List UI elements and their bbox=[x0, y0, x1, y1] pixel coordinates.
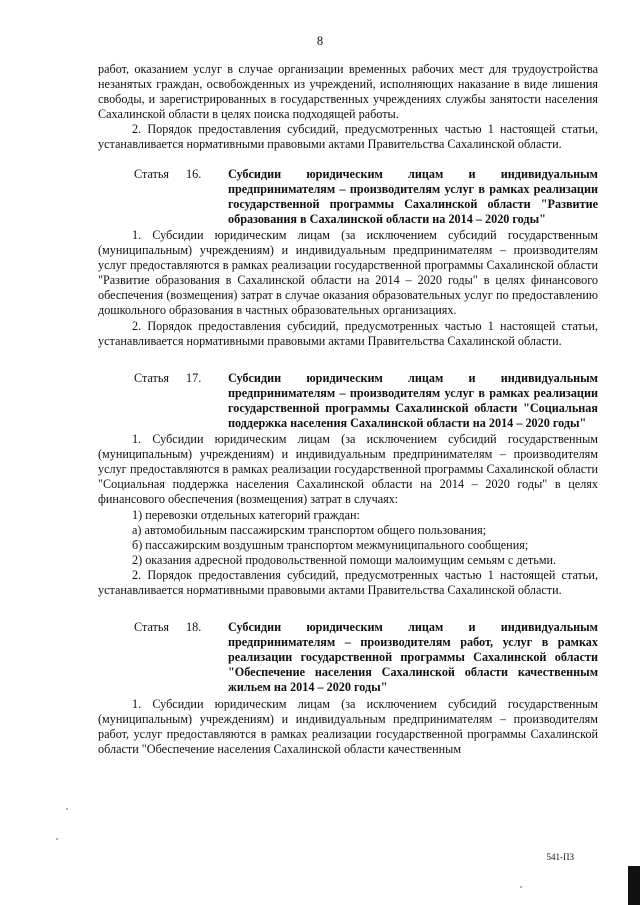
scan-speck bbox=[56, 838, 58, 840]
article-word: Статья bbox=[134, 370, 170, 385]
article-18-heading bbox=[98, 620, 598, 695]
article-16-paragraph-2: 2. Порядок предоставления субсидий, предусмотренных частью 1 настоящей статьи, устанавливается нормативными правовыми актами Правительства Сахалинской области. bbox=[98, 318, 598, 348]
list-item: 2) оказания адресной продовольственной помощи малоимущим семьям с детьми. bbox=[132, 552, 557, 567]
page-number: 8 bbox=[316, 34, 324, 48]
article-16-heading bbox=[98, 167, 598, 227]
list-item: б) пассажирским воздушным транспортом межмуниципального сообщения; bbox=[132, 537, 529, 552]
list-item: 1) перевозки отдельных категорий граждан: bbox=[132, 507, 360, 522]
article-word: Статья bbox=[134, 166, 170, 181]
article-number: 17. bbox=[186, 370, 202, 385]
article-17-paragraph-1: 1. Субсидии юридическим лицам (за исключением субсидий государственным (муниципальным) учреждениям) и индивидуальным предпринимателям – производителям услуг предоставляются в рамках реализации государственной программы Сахалинской области "Социальная поддержка населения Сахалинской области на 2014 – 2020 годы" в целях финансового обеспечения (возмещения) затрат в случаях: bbox=[98, 432, 598, 507]
scan-speck bbox=[520, 886, 522, 888]
article-number: 18. bbox=[186, 620, 202, 635]
article-title: Субсидии юридическим лицам и индивидуальным предпринимателям – производителям услуг в рамках реализации государственной программы Сахалинской области "Социальная поддержка населения Сахалинской области на 2014 – 2020 годы" bbox=[228, 370, 598, 430]
article-title: Субсидии юридическим лицам и индивидуальным предпринимателям – производителям работ, услуг в рамках реализации государственной программы Сахалинской области "Обеспечение населения Сахалинской области качественным жильем на 2014 – 2020 годы" bbox=[228, 620, 598, 695]
document-body bbox=[98, 62, 598, 757]
document-code: 541-ПЗ bbox=[546, 852, 574, 862]
intro-paragraph-1: работ, оказанием услуг в случае организации временных рабочих мест для трудоустройства незанятых граждан, освобожденных из учреждений, исполняющих наказание в виде лишения свободы, и зарегистрированных в государственных учреждениях службы занятости населения Сахалинской области в целях поиска подходящей работы. bbox=[98, 62, 598, 122]
article-18-paragraph-1: 1. Субсидии юридическим лицам (за исключением субсидий государственным (муниципальным) учреждениям) и индивидуальным предпринимателям – производителям работ, услуг предоставляются в рамках реализации государственной программы Сахалинской области "Обеспечение населения Сахалинской области качественным bbox=[98, 696, 598, 756]
intro-paragraph-2: 2. Порядок предоставления субсидий, предусмотренных частью 1 настоящей статьи, устанавливается нормативными правовыми актами Правительства Сахалинской области. bbox=[98, 122, 598, 152]
scan-edge-mark bbox=[628, 866, 640, 905]
list-item: а) автомобильным пассажирским транспортом общего пользования; bbox=[132, 522, 487, 537]
article-16-paragraph-1: 1. Субсидии юридическим лицам (за исключением субсидий государственным (муниципальным) учреждениям) и индивидуальным предпринимателям – производителям услуг предоставляются в рамках реализации государственной программы Сахалинской области "Развитие образования в Сахалинской области на 2014 – 2020 годы" в целях финансового обеспечения (возмещения) затрат в случае оказания образовательных услуг по предоставлению дошкольного образования в частных образовательных организациях. bbox=[98, 227, 598, 318]
article-number: 16. bbox=[186, 166, 202, 181]
article-word: Статья bbox=[134, 620, 170, 635]
scan-speck bbox=[66, 808, 68, 810]
article-17-heading bbox=[98, 371, 598, 431]
article-title: Субсидии юридическим лицам и индивидуальным предпринимателям – производителям услуг в рамках реализации государственной программы Сахалинской области "Развитие образования в Сахалинской области на 2014 – 2020 годы" bbox=[228, 166, 598, 226]
article-17-paragraph-2: 2. Порядок предоставления субсидий, предусмотренных частью 1 настоящей статьи, устанавливается нормативными правовыми актами Правительства Сахалинской области. bbox=[98, 567, 598, 597]
